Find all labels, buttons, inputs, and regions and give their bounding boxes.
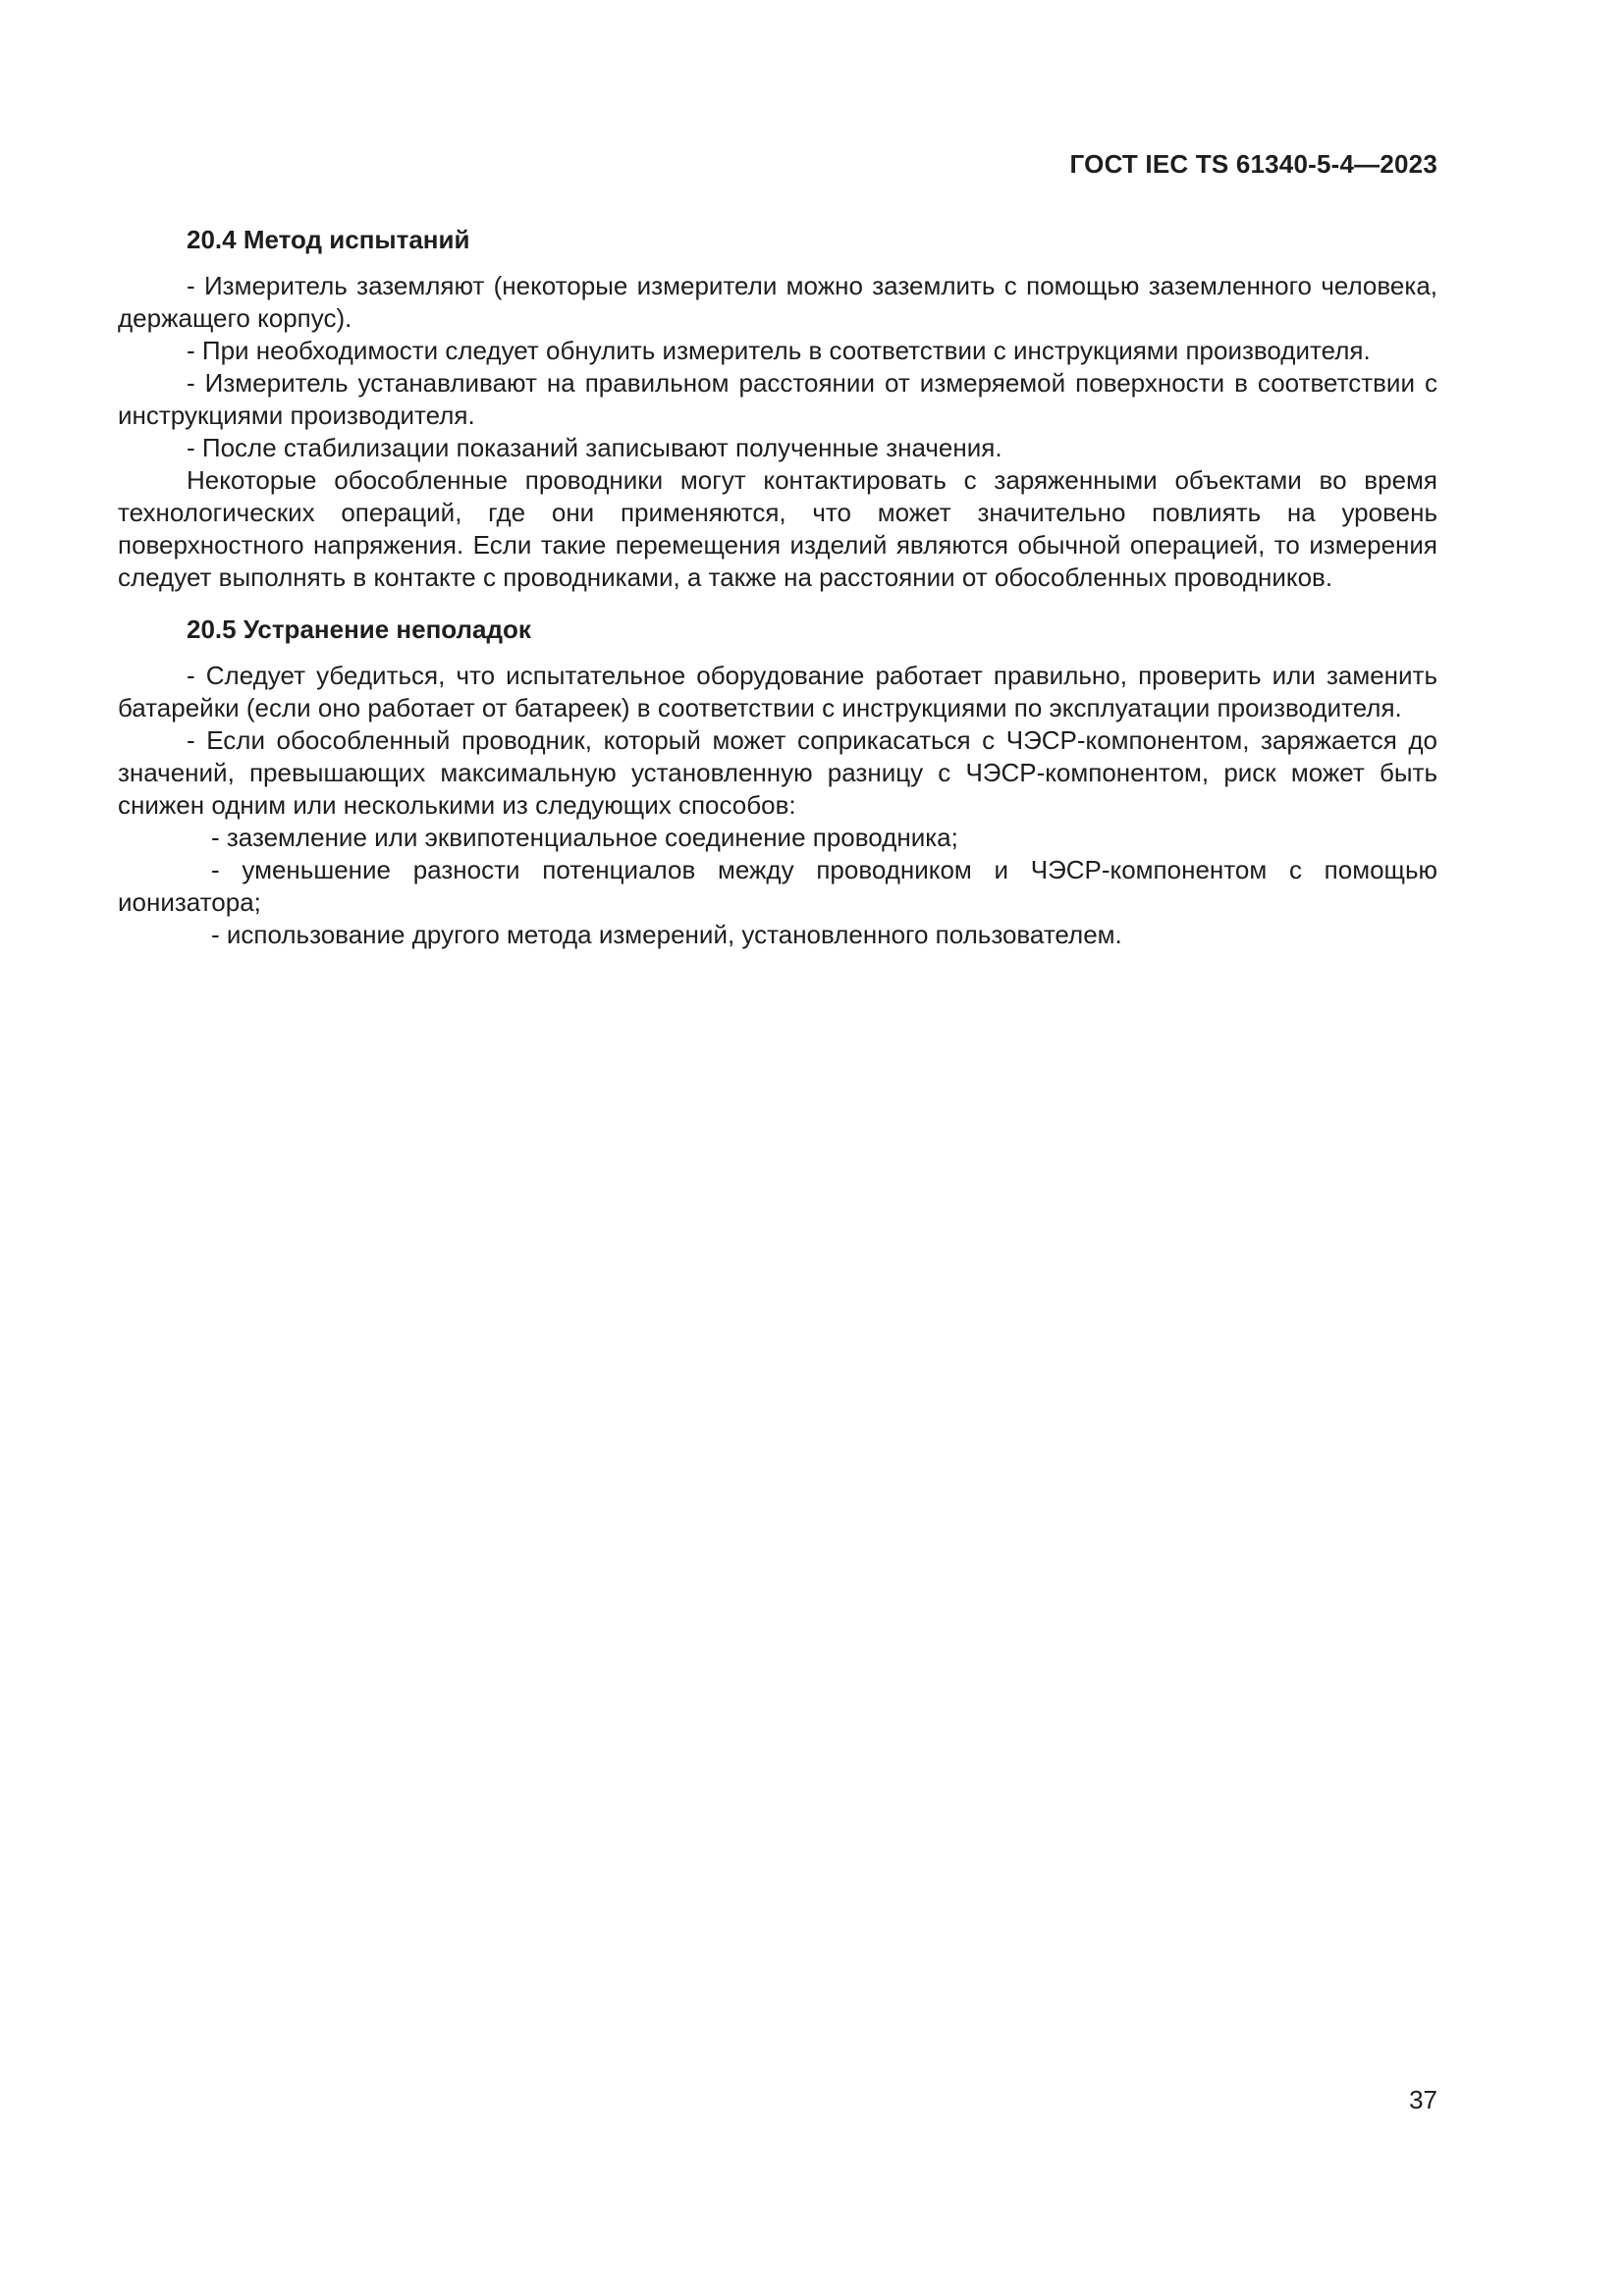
page-number: 37 (1409, 2085, 1437, 2114)
section-heading-20-5: 20.5 Устранение неполадок (187, 614, 531, 644)
paragraph: - При необходимости следует обнулить измеритель в соответствии с инструкциями производителя. (187, 336, 1371, 365)
section-heading-20-4: 20.4 Метод испытаний (187, 225, 470, 254)
list-item: - заземление или эквипотенциальное соединение проводника; (211, 823, 958, 852)
document-body (118, 224, 1437, 951)
document-code-header: ГОСТ IEC TS 61340-5-4—2023 (1069, 149, 1437, 179)
list-item: - уменьшение разности потенциалов между проводником и ЧЭСР-компонентом с помощью ионизатора; (118, 855, 1437, 917)
paragraph: - Следует убедиться, что испытательное оборудование работает правильно, проверить или заменить батарейки (если оно работает от батареек) в соответствии с инструкциями по эксплуатации производителя. (118, 661, 1437, 722)
paragraph: - Измеритель заземляют (некоторые измерители можно заземлить с помощью заземленного человека, держащего корпус). (118, 271, 1437, 333)
paragraph: - Измеритель устанавливают на правильном расстоянии от измеряемой поверхности в соответствии с инструкциями производителя. (118, 368, 1437, 430)
paragraph: Некоторые обособленные проводники могут контактировать с заряженными объектами во время технологических операций, где они применяются, что может значительно повлиять на уровень поверхностного напряжения. Если такие перемещения изделий являются обычной операцией, то измерения следует выполнять в контакте с проводниками, а также на расстоянии от обособленных проводников. (118, 465, 1437, 592)
paragraph: - Если обособленный проводник, который может соприкасаться с ЧЭСР-компонентом, заряжается до значений, превышающих максимальную установленную разницу с ЧЭСР-компонентом, риск может быть снижен одним или несколькими из следующих способов: (118, 725, 1437, 820)
paragraph: - После стабилизации показаний записывают полученные значения. (187, 433, 1002, 462)
list-item: - использование другого метода измерений, установленного пользователем. (211, 920, 1122, 949)
